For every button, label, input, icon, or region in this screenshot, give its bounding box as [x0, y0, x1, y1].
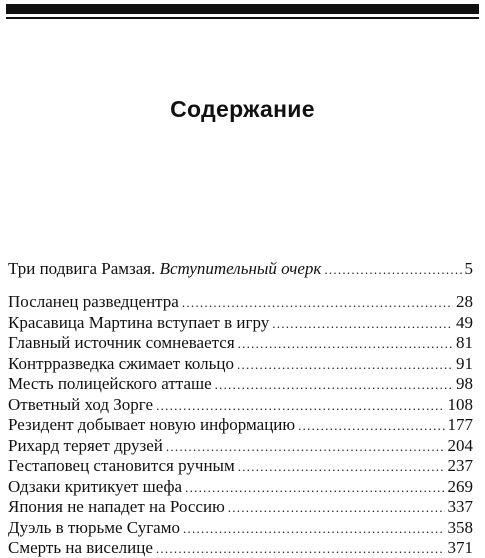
toc-dot-leader [166, 437, 445, 456]
toc-dot-leader [185, 478, 444, 497]
toc-page-number: 108 [447, 394, 473, 414]
toc-intro-subtitle: Вступительный очерк [159, 259, 322, 278]
toc-row[interactable] [8, 538, 473, 557]
toc-page-number: 91 [456, 353, 473, 373]
toc-row-title: Одзаки критикует шефа [8, 476, 183, 496]
toc-row-title: Гестаповец становится ручным [8, 456, 235, 475]
toc-row-title: Рихард теряет друзей [8, 435, 163, 455]
toc-row-title: Месть полицейского атташе [8, 374, 212, 393]
toc-row-title: Главный источник сомневается [8, 333, 235, 352]
toc-row[interactable] [8, 477, 473, 496]
toc-page-number: 358 [447, 517, 473, 537]
toc-row[interactable] [8, 374, 473, 393]
toc-row[interactable] [8, 518, 473, 537]
toc-page-number: 28 [456, 292, 473, 311]
toc-dot-leader [238, 334, 453, 353]
toc-dot-leader [183, 519, 445, 538]
toc-row[interactable] [8, 333, 473, 352]
header-rule-thin [6, 17, 479, 19]
toc-row-title: Контрразведка сжимает кольцо [8, 353, 234, 373]
toc-page-number: 5 [464, 259, 473, 278]
toc-row-title: Япония не нападет на Россию [8, 497, 225, 516]
toc-page-number: 81 [456, 333, 473, 352]
toc-page-number: 371 [447, 538, 473, 557]
toc-intro-title: Три подвига Рамзая. [8, 259, 156, 278]
toc-dot-leader [156, 539, 445, 558]
toc-row[interactable] [8, 497, 473, 516]
toc-page-number: 269 [447, 476, 473, 496]
toc-row[interactable] [8, 436, 473, 455]
toc-page-number: 337 [447, 497, 473, 516]
toc-dot-leader [215, 375, 453, 394]
toc-intro-row[interactable] [8, 259, 473, 279]
toc-dot-leader [298, 416, 444, 435]
page-title: Содержание [170, 96, 315, 122]
toc-row-title: Красавица Мартина вступает в игру [8, 312, 270, 332]
toc-dot-leader [272, 314, 453, 333]
toc-row[interactable] [8, 292, 473, 311]
toc-row-title: Посланец разведцентра [8, 292, 179, 311]
header-rule-thick [6, 4, 479, 14]
toc-row[interactable] [8, 415, 473, 434]
toc-row-title: Дуэль в тюрьме Сугамо [8, 517, 180, 537]
toc-row[interactable] [8, 354, 473, 373]
toc-row-title: Ответный ход Зорге [8, 394, 154, 414]
toc-dot-leader [156, 396, 444, 415]
toc-dot-leader [238, 457, 445, 476]
toc-row[interactable] [8, 313, 473, 332]
toc-dot-leader [237, 355, 453, 374]
toc-page-number: 237 [447, 456, 473, 475]
toc-page-number: 98 [456, 374, 473, 393]
toc-dot-leader [324, 260, 461, 280]
toc-row-title: Смерть на виселице [8, 538, 153, 557]
toc-intro-label [8, 259, 321, 279]
toc-row[interactable] [8, 456, 473, 475]
toc-page-number: 204 [447, 435, 473, 455]
toc-page-number: 177 [447, 415, 473, 434]
toc-row[interactable] [8, 395, 473, 414]
toc-page-number: 49 [456, 312, 473, 332]
toc-dot-leader [182, 293, 453, 312]
toc-row-title: Резидент добывает новую информацию [8, 415, 296, 434]
toc-dot-leader [228, 498, 445, 517]
